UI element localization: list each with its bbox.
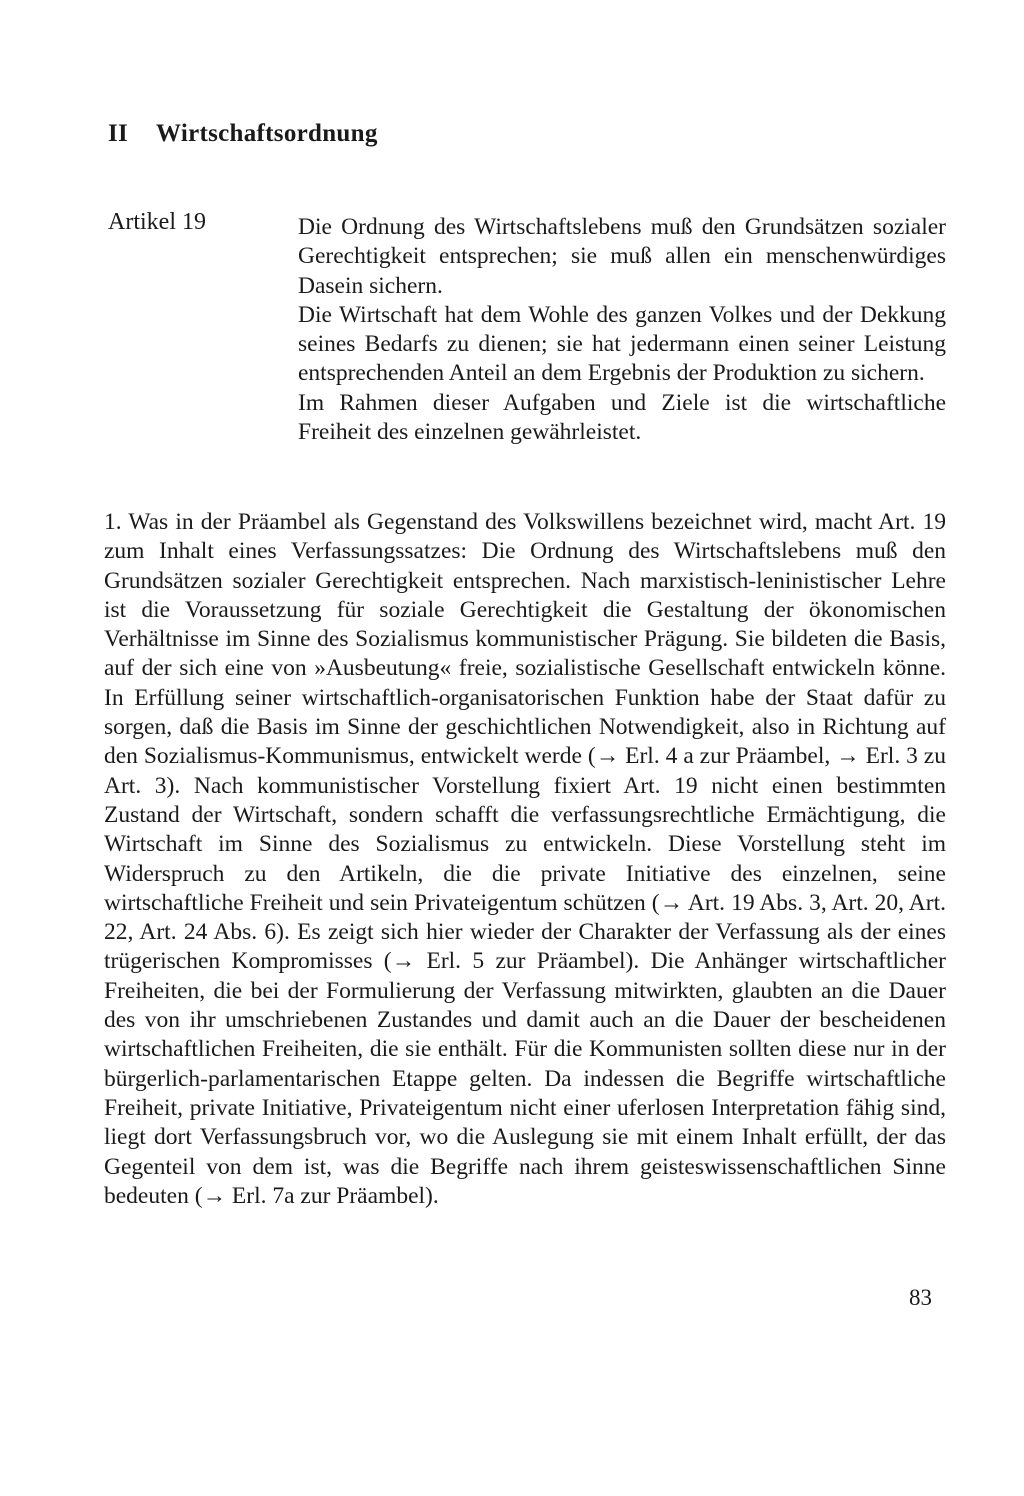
article-paragraph-2: Die Wirtschaft hat dem Wohle des ganzen Volkes und der Dekkung seines Bedarfs zu dienen; sie hat jedermann einen seiner Leistung entsprechenden Anteil an dem Ergebnis der Produktion zu sichern.: [298, 301, 946, 387]
commentary-paragraph-1: 1. Was in der Präambel als Gegenstand des Volkswillens bezeichnet wird, macht Art. 19 zum Inhalt eines Verfassungssatzes: Die Ordnung des Wirtschaftslebens muß den Grundsätzen sozialer Gerechtigkeit entsprechen. Nach marxistisch-leninistischer Lehre ist die Voraussetzung für soziale Gerechtigkeit die Gestaltung der ökonomischen Verhältnisse im Sinne des Sozialismus kommunistischer Prägung. Sie bildeten die Basis, auf der sich eine von »Ausbeutung« freie, sozialistische Gesellschaft entwickeln könne. In Erfüllung seiner wirtschaftlich-organisatorischen Funktion habe der Staat dafür zu sorgen, daß die Basis im Sinne der geschichtlichen Notwendigkeit, also in Richtung auf den Sozialismus-Kommunismus, entwickelt werde (→ Erl. 4 a zur Präambel, → Erl. 3 zu Art. 3). Nach kommunistischer Vorstellung fixiert Art. 19 nicht einen bestimmten Zustand der Wirtschaft, sondern schafft die verfassungsrechtliche Ermächtigung, die Wirtschaft im Sinne des Sozialismus zu entwickeln. Diese Vorstellung steht im Widerspruch zu den Artikeln, die die private Initiative des einzelnen, seine wirtschaftliche Freiheit und sein Privateigentum schützen (→ Art. 19 Abs. 3, Art. 20, Art. 22, Art. 24 Abs. 6). Es zeigt sich hier wieder der Charakter der Verfassung als der eines trügerischen Kompromisses (→ Erl. 5 zur Präambel). Die Anhänger wirtschaftlicher Freiheiten, die bei der Formulierung der Verfassung mitwirkten, glaubten an die Dauer des von ihr umschriebenen Zustandes und damit auch an die Dauer der bescheidenen wirtschaftlichen Freiheiten, die sie enthält. Für die Kommunisten sollten diese nur in der bürgerlich-parlamentarischen Etappe gelten. Da indessen die Begriffe wirtschaftliche Freiheit, private Initiative, Privateigentum nicht einer uferlosen Interpretation fähig sind, liegt dort Verfassungsbruch vor, wo die Auslegung sie mit einem Inhalt erfüllt, der das Gegenteil von dem ist, was die Begriffe nach ihrem geisteswissenschaftlichen Sinne bedeuten (→ Erl. 7a zur Präambel).: [104, 509, 946, 1209]
section-number: II: [108, 120, 129, 147]
article-paragraph-1: Die Ordnung des Wirtschaftslebens muß den Grundsätzen sozialer Gerechtigkeit entsprechen; sie muß allen ein menschenwürdiges Dasein sichern.: [298, 214, 946, 299]
commentary: [104, 508, 946, 1211]
article-text: [298, 213, 946, 447]
section-heading: [108, 120, 378, 148]
page-number: 83: [909, 1285, 932, 1310]
article-paragraph-3: Im Rahmen dieser Aufgaben und Ziele ist die wirtschaftliche Freiheit des einzelnen gewährleistet.: [298, 389, 946, 446]
article-label: Artikel 19: [108, 209, 206, 235]
section-title: Wirtschaftsordnung: [156, 120, 378, 147]
